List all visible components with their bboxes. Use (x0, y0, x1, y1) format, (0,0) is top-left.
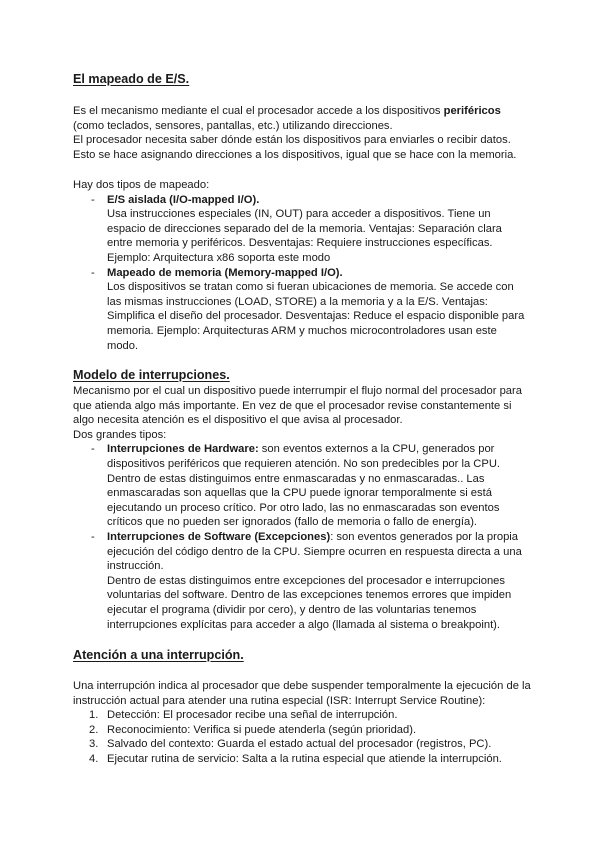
list-item-title: Mapeado de memoria (Memory-mapped I/O). (107, 266, 343, 279)
io-mapping-intro (73, 104, 533, 162)
list-item (73, 708, 533, 723)
section-title-interrupt-handling: Atención a una interrupción. (73, 648, 244, 662)
list-item-title: E/S aislada (I/O-mapped I/O). (107, 193, 260, 206)
list-item (73, 442, 533, 530)
list-item-line: críticos que no pueden ser ignorados (fallo de memoria o fallo de energía). (107, 516, 478, 529)
list-item (73, 723, 533, 738)
paragraph-line: El procesador necesita saber dónde están los dispositivos para enviarles o recibir datos. (73, 134, 511, 147)
list-item-title: Interrupciones de Software (Excepciones) (107, 530, 331, 543)
list-item-text: Salvado del contexto: Guarda el estado actual del procesador (registros, PC). (107, 738, 492, 751)
paragraph-line: instrucción actual para atender una rutina especial (ISR: Interrupt Service Routine): (73, 694, 486, 707)
text-span: Es el mecanismo mediante el cual el procesador accede a los dispositivos (73, 105, 444, 117)
list-item-text: : son eventos generados por la propia (330, 530, 519, 543)
list-number: 4. (89, 752, 99, 765)
paragraph-line: Hay dos tipos de mapeado: (73, 179, 210, 191)
list-item-line: las mismas instrucciones (LOAD, STORE) a la memoria y a la E/S. Ventajas: (107, 295, 488, 308)
list-item-text: son eventos externos a la CPU, generados por (258, 443, 495, 456)
interrupt-model-body (73, 384, 533, 632)
list-item (73, 193, 533, 266)
dash-marker: - (91, 530, 95, 543)
list-item-line: interrupciones explícitas para acceder a algo (llamada al sistema o breakpoint). (107, 618, 501, 631)
dash-list (73, 193, 533, 354)
list-item-line: ejecutando un proceso crítico. Por otro lado, las no enmascaradas son eventos (107, 501, 500, 514)
list-item-text: Detección: El procesador recibe una señal de interrupción. (107, 709, 398, 722)
paragraph-line: Esto se hace asignando direcciones a los dispositivos, igual que se hace con la memoria. (73, 148, 517, 161)
list-item-text: Ejecutar rutina de servicio: Salta a la rutina especial que atiende la interrupción. (107, 752, 502, 765)
paragraph-line: que atienda algo más importante. En vez de que el procesador revise constantemente si (73, 399, 512, 412)
dash-list (73, 442, 533, 632)
paragraph-line (73, 104, 533, 119)
list-item-line: Simplifica el diseño del procesador. Desventajas: Reduce el espacio disponible para (107, 310, 525, 323)
paragraph-line: Mecanismo por el cual un dispositivo puede interrumpir el flujo normal del procesador para (73, 385, 522, 397)
list-item-line: instrucción. (107, 560, 164, 573)
list-item-line: ejecución del código dentro de la CPU. Siempre ocurren en respuesta directa a una (107, 545, 522, 558)
dash-marker: - (91, 266, 95, 279)
list-item-line: memoria. Ejemplo: Arquitecturas ARM y muchos microcontroladores usan este (107, 324, 497, 337)
list-number: 2. (89, 723, 99, 736)
list-item-title: Interrupciones de Hardware: (107, 443, 259, 456)
bold-term: periféricos (443, 105, 501, 117)
list-item-line: entre memoria y periféricos. Desventajas: Requiere instrucciones específicas. (107, 237, 493, 250)
paragraph-line: (como teclados, sensores, pantallas, etc.) utilizando direcciones. (73, 119, 393, 132)
numbered-list (73, 708, 533, 766)
list-item-line: enmascaradas son aquellas que la CPU puede ignorar temporalmente si está (107, 487, 492, 500)
list-item-line: ejecutar el programa (dividir por cero), y dentro de las voluntarias tenemos (107, 603, 477, 616)
list-item (73, 737, 533, 752)
list-item-line: Dentro de estas distinguimos entre enmascaradas y no enmascaradas.. Las (107, 472, 485, 485)
paragraph-line: Dos grandes tipos: (73, 428, 167, 441)
list-item-line: espacio de direcciones separado del de la memoria. Ventajas: Separación clara (107, 222, 502, 235)
section-title-io-mapping: El mapeado de E/S. (73, 72, 190, 86)
list-number: 3. (89, 738, 99, 751)
dash-marker: - (91, 193, 95, 206)
list-item-line: Dentro de estas distinguimos entre excepciones del procesador e interrupciones (107, 574, 506, 587)
section-title-interrupt-model: Modelo de interrupciones. (73, 368, 230, 382)
list-item-line: Ejemplo: Arquitectura x86 soporta este modo (107, 251, 331, 264)
list-item (73, 530, 533, 632)
list-item-text: Reconocimiento: Verifica si puede atenderla (según prioridad). (107, 723, 417, 736)
list-item (73, 752, 533, 767)
list-item-line: voluntarias del software. Dentro de las excepciones tenemos errores que impiden (107, 589, 512, 602)
list-item (73, 266, 533, 354)
list-item-line: dispositivos periféricos que requieren atención. No son predecibles por la CPU. (107, 457, 501, 470)
list-item-line: Los dispositivos se tratan como si fueran ubicaciones de memoria. Se accede con (107, 281, 514, 294)
paragraph-line: algo necesita atención es el dispositivo el que avisa al procesador. (73, 414, 403, 427)
paragraph-line: Una interrupción indica al procesador que debe suspender temporalmente la ejecución de la (73, 680, 531, 692)
list-item-line: Usa instrucciones especiales (IN, OUT) para acceder a dispositivos. Tiene un (107, 208, 491, 221)
list-item-line: modo. (107, 339, 139, 352)
dash-marker: - (91, 443, 95, 456)
io-mapping-types (73, 178, 533, 353)
list-number: 1. (89, 709, 99, 722)
interrupt-handling-body (73, 679, 533, 767)
